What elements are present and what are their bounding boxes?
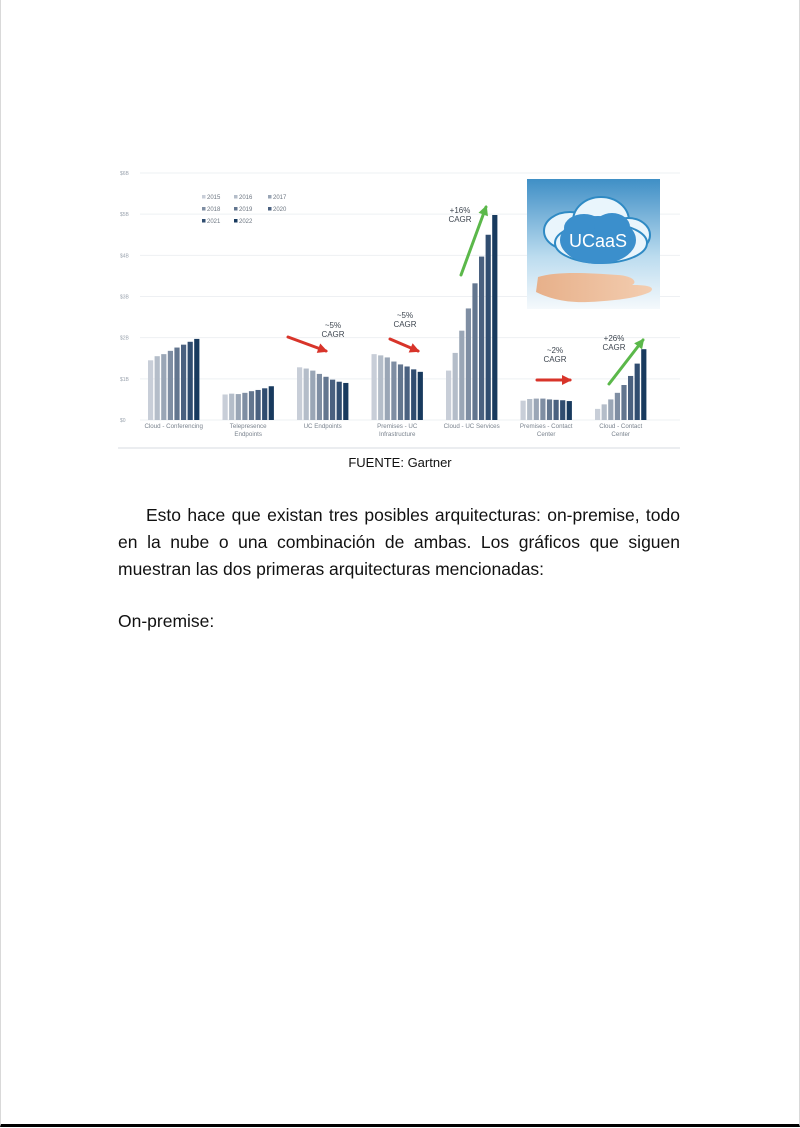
bar [262, 388, 267, 420]
bar [188, 342, 193, 420]
bar [560, 400, 565, 420]
x-tick-label: Infrastructure [378, 431, 416, 438]
x-tick-label: Cloud - Contact [599, 423, 643, 430]
bar [595, 409, 600, 420]
bar [181, 345, 186, 420]
legend-swatch [268, 195, 272, 199]
bar [343, 383, 348, 420]
y-tick-label: $4B [120, 253, 129, 260]
bar [229, 394, 234, 420]
bar-chart [118, 165, 680, 450]
bar [459, 331, 464, 420]
x-tick-label: Center [611, 431, 630, 438]
legend-label: 2018 [207, 207, 221, 213]
bar [472, 283, 477, 420]
x-tick-label: Endpoints [234, 431, 262, 438]
x-tick-label: UC Endpoints [303, 423, 342, 430]
bar [337, 382, 342, 420]
bar [161, 354, 166, 420]
legend-label: 2017 [273, 195, 287, 201]
bar [168, 351, 173, 420]
bar [155, 356, 160, 420]
legend [202, 195, 287, 225]
ucaas-illustration [527, 179, 660, 309]
bar [194, 339, 199, 420]
bar [554, 400, 559, 420]
bar [453, 353, 458, 420]
bar [635, 364, 640, 420]
bar [249, 391, 254, 420]
cagr-percent: ~5% [396, 311, 414, 320]
x-tick-label: Center [536, 431, 556, 438]
bar [621, 385, 626, 420]
y-tick-label: $0 [120, 418, 126, 424]
y-tick-labels [120, 171, 130, 424]
bar [466, 308, 471, 420]
cagr-label: CAGR [543, 355, 567, 364]
bar [540, 399, 545, 420]
cagr-label: CAGR [393, 320, 417, 329]
cagr-percent: ~5% [324, 321, 342, 330]
legend-label: 2021 [207, 219, 221, 225]
cagr-label: CAGR [448, 215, 472, 224]
cagr-label: CAGR [602, 343, 626, 352]
bar [297, 367, 302, 420]
legend-swatch [234, 207, 238, 211]
bar [615, 393, 620, 420]
figure-caption: FUENTE: Gartner [348, 455, 452, 470]
x-tick-label: Premises - UC [377, 423, 418, 430]
bar [411, 369, 416, 420]
y-tick-label: $3B [120, 294, 129, 301]
bar [527, 399, 532, 420]
bar [323, 377, 328, 420]
gartner-market-chart [118, 165, 680, 450]
legend-label: 2020 [273, 207, 287, 213]
y-tick-label: $5B [120, 212, 129, 219]
bar [521, 401, 526, 420]
x-tick-label: Cloud - Conferencing [144, 423, 203, 430]
bar [223, 394, 228, 420]
bar [628, 376, 633, 420]
ucaas-label: UCaaS [568, 231, 628, 251]
bar [174, 348, 179, 420]
x-tick-labels [144, 423, 642, 438]
bar [385, 357, 390, 420]
section-label: On-premise: [118, 611, 215, 631]
bar [391, 362, 396, 420]
bar [602, 404, 607, 420]
y-tick-label: $1B [120, 376, 129, 383]
cagr-percent: +16% [449, 206, 471, 215]
bar [446, 371, 451, 420]
bar [608, 399, 613, 420]
bar [330, 380, 335, 420]
bar [378, 355, 383, 420]
legend-swatch [234, 219, 238, 223]
cagr-label: CAGR [321, 330, 345, 339]
bar [310, 371, 315, 420]
legend-swatch [202, 219, 206, 223]
bar [398, 364, 403, 420]
bar [486, 235, 491, 420]
y-tick-label: $6B [120, 171, 129, 177]
y-tick-label: $2B [120, 335, 129, 342]
bar [534, 399, 539, 420]
bar [567, 401, 572, 420]
legend-swatch [234, 195, 238, 199]
legend-swatch [202, 207, 206, 211]
legend-swatch [202, 195, 206, 199]
bar [547, 399, 552, 420]
legend-label: 2016 [239, 195, 253, 201]
bar [372, 354, 377, 420]
bar [236, 394, 241, 420]
cagr-percent: ~2% [546, 346, 564, 355]
bar [317, 374, 322, 420]
x-tick-label: Cloud - UC Services [443, 423, 500, 430]
legend-label: 2022 [239, 219, 253, 225]
bar [148, 360, 153, 420]
x-tick-label: Telepresence [229, 423, 267, 430]
legend-label: 2015 [207, 195, 221, 201]
trend-arrow-head [562, 375, 572, 385]
bar [479, 257, 484, 420]
bar [242, 393, 247, 420]
bar [418, 372, 423, 420]
x-tick-label: Premises - Contact [519, 423, 573, 430]
legend-label: 2019 [239, 207, 253, 213]
bar [256, 390, 261, 420]
bar [641, 349, 646, 420]
legend-swatch [268, 207, 272, 211]
bar [492, 215, 497, 420]
bar [405, 366, 410, 420]
cagr-percent: +26% [603, 334, 625, 343]
body-paragraph: Esto hace que existan tres posibles arquitecturas: on-premise, todo en la nube o una combinación de ambas. Los gráficos que siguen muestran las dos primeras arquitecturas mencionadas: [118, 505, 680, 579]
bar [304, 369, 309, 420]
bar [269, 386, 274, 420]
